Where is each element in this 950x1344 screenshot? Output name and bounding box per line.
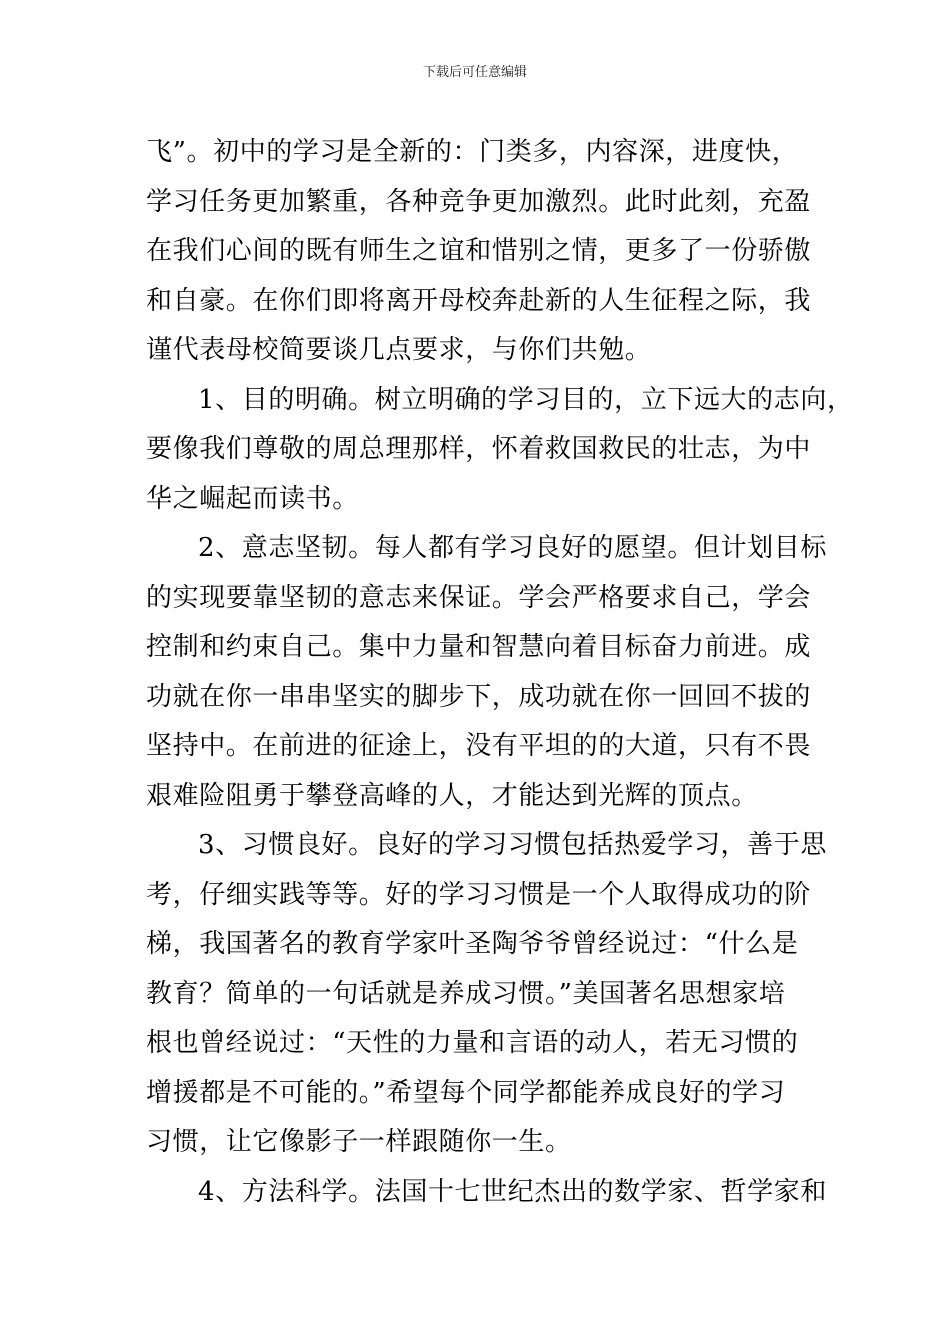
text-line: 1、目的明确。树立明确的学习目的，立下远大的志向， — [198, 384, 854, 415]
text-line: 谨代表母校简要谈几点要求，与你们共勉。 — [146, 335, 652, 365]
text-line: 梯，我国著名的教育学家叶圣陶爷爷曾经说过：“什么是 — [146, 929, 799, 959]
text-line: 华之崛起而读书。 — [146, 483, 359, 514]
text-line: 4、方法科学。法国十七世纪杰出的数学家、哲学家和 — [198, 1176, 827, 1207]
text-line: 2、意志坚韧。每人都有学习良好的愿望。但计划目标 — [198, 533, 827, 563]
text-line: 和自豪。在你们即将离开母校奔赴新的人生征程之际，我 — [146, 285, 812, 316]
text-line: 根也曾经说过：“天性的力量和言语的动人，若无习惯的 — [146, 1028, 799, 1058]
text-line: 在我们心间的既有师生之谊和惜别之情，更多了一份骄傲 — [146, 236, 812, 266]
text-line: 考，仔细实践等等。好的学习习惯是一个人取得成功的阶 — [146, 879, 812, 910]
text-line: 坚持中。在前进的征途上，没有平坦的的大道，只有不畏 — [146, 731, 812, 761]
text-line: 教育？简单的一句话就是养成习惯。”美国著名思想家培 — [146, 978, 786, 1009]
page-header: 下载后可任意编辑 — [422, 65, 527, 80]
text-line: 的实现要靠坚韧的意志来保证。学会严格要求自己，学会 — [146, 582, 812, 613]
document-body — [146, 128, 854, 1217]
text-line: 学习任务更加繁重，各种竞争更加激烈。此时此刻，充盈 — [146, 186, 812, 217]
text-line: 艰难险阻勇于攀登高峰的人，才能达到光辉的顶点。 — [146, 780, 758, 811]
text-line: 习惯，让它像影子一样跟随你一生。 — [146, 1127, 572, 1157]
text-line: 增援都是不可能的。”希望每个同学都能养成良好的学习 — [146, 1077, 786, 1108]
text-line: 要像我们尊敬的周总理那样，怀着救国救民的壮志，为中 — [146, 434, 812, 464]
text-line: 功就在你一串串坚实的脚步下，成功就在你一回回不拔的 — [146, 681, 812, 712]
text-line: 3、习惯良好。良好的学习习惯包括热爱学习，善于思 — [198, 830, 827, 860]
text-line: 控制和约束自己。集中力量和智慧向着目标奋力前进。成 — [146, 632, 812, 662]
text-line: 飞”。初中的学习是全新的：门类多，内容深，进度快， — [146, 137, 799, 167]
